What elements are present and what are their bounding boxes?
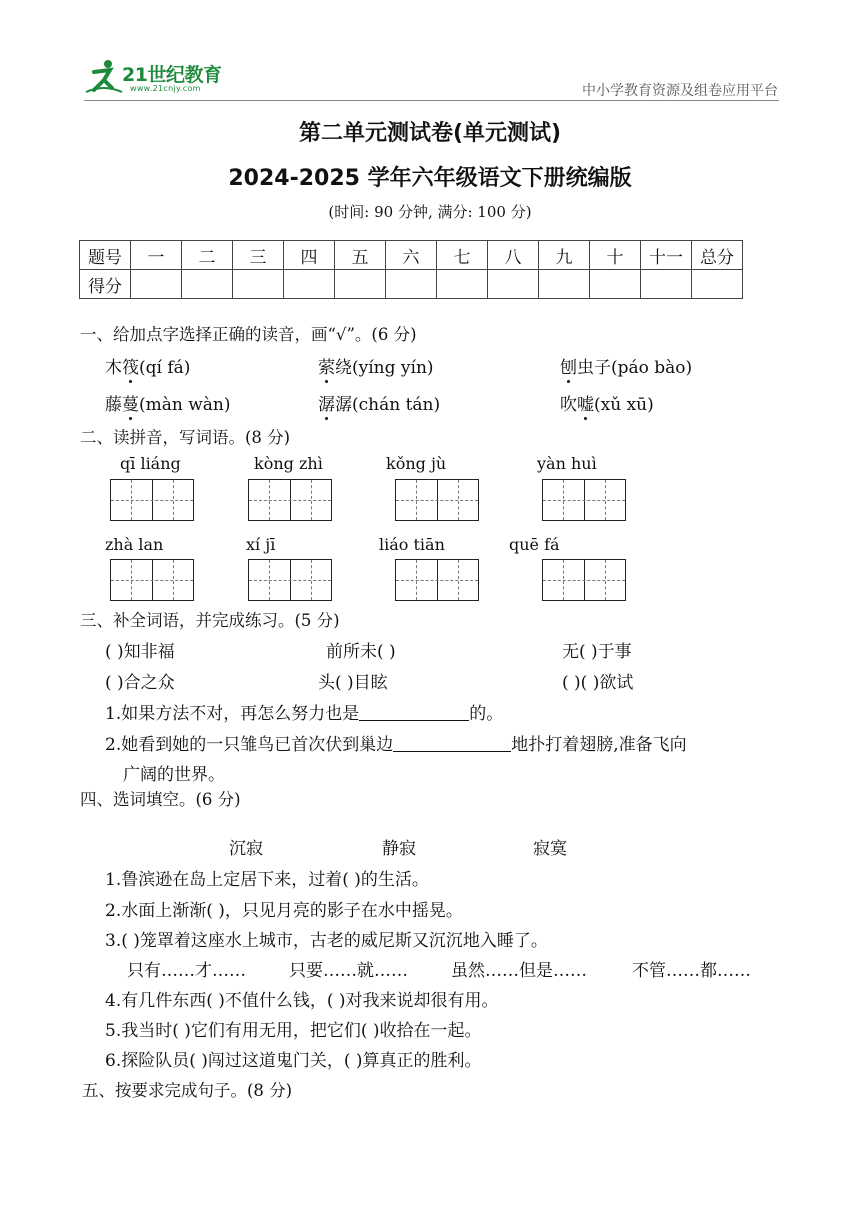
- logo-text: 21世纪教育: [122, 64, 222, 86]
- question: [105, 730, 687, 755]
- score-input-cell[interactable]: [131, 270, 182, 299]
- score-input-cell[interactable]: [182, 270, 233, 299]
- score-input-cell[interactable]: [539, 270, 590, 299]
- word-option: 寂寞: [533, 839, 567, 859]
- table-cell: 十一: [641, 241, 692, 270]
- reading-item: [105, 390, 231, 415]
- pinyin-label: quē fá: [509, 535, 560, 554]
- question[interactable]: 2.水面上渐渐( )，只见月亮的影子在水中摇晃。: [105, 901, 463, 921]
- word-option: 沉寂: [229, 839, 263, 859]
- question-text: 2.她看到她的一只雏鸟已首次伏到巢边: [105, 735, 394, 755]
- table-cell: 十: [590, 241, 641, 270]
- score-input-cell[interactable]: [335, 270, 386, 299]
- table-cell: 八: [488, 241, 539, 270]
- table-cell: 七: [437, 241, 488, 270]
- item-pinyin[interactable]: (qí fá): [139, 358, 191, 378]
- table-cell: 总分: [692, 241, 743, 270]
- score-input-cell[interactable]: [233, 270, 284, 299]
- platform-name: 中小学教育资源及组卷应用平台: [582, 83, 778, 99]
- section-1-heading: 一、给加点字选择正确的读音，画“√”。(6 分): [80, 325, 417, 344]
- writing-grid[interactable]: [395, 559, 479, 601]
- question[interactable]: 5.我当时( )它们有用无用，把它们( )收拾在一起。: [105, 1021, 482, 1041]
- item-text: 木: [105, 358, 122, 378]
- question-text: 地扑打着翅膀,准备飞向: [511, 735, 687, 755]
- writing-grid[interactable]: [542, 479, 626, 521]
- reading-item: [105, 353, 190, 378]
- idiom-blank[interactable]: ( )合之众: [105, 673, 175, 693]
- question: [105, 699, 503, 724]
- score-input-cell[interactable]: [437, 270, 488, 299]
- section-5-heading: 五、按要求完成句子。(8 分): [82, 1081, 293, 1100]
- idiom-blank[interactable]: ( )( )欲试: [562, 673, 634, 693]
- reading-item: [560, 390, 654, 415]
- page-subtitle: 2024-2025 学年六年级语文下册统编版: [228, 166, 632, 191]
- table-cell: 得分: [80, 270, 131, 299]
- dotted-char: 嘘: [577, 390, 594, 415]
- section-2-heading: 二、读拼音，写词语。(8 分): [80, 428, 291, 447]
- dotted-char: 筏: [122, 353, 139, 378]
- score-input-cell[interactable]: [590, 270, 641, 299]
- answer-line[interactable]: [393, 735, 511, 752]
- table-cell: 四: [284, 241, 335, 270]
- section-4-heading: 四、选词填空。(6 分): [80, 790, 241, 809]
- runner-logo-icon: [84, 58, 124, 96]
- conjunction-option: 虽然……但是……: [451, 961, 587, 981]
- writing-grid[interactable]: [248, 479, 332, 521]
- item-text: 藤: [105, 395, 122, 415]
- item-pinyin[interactable]: 虫子(páo bào): [577, 358, 693, 378]
- idiom-blank[interactable]: ( )知非福: [105, 642, 175, 662]
- logo-url: www.21cnjy.com: [130, 84, 201, 93]
- pinyin-label: xí jī: [246, 535, 276, 554]
- table-cell: 五: [335, 241, 386, 270]
- score-input-cell[interactable]: [488, 270, 539, 299]
- pinyin-label: qī liáng: [120, 454, 181, 473]
- pinyin-label: yàn huì: [537, 454, 597, 473]
- writing-grid[interactable]: [110, 559, 194, 601]
- score-table: [79, 240, 743, 299]
- question-continuation: 广阔的世界。: [123, 765, 225, 785]
- item-pinyin[interactable]: (xǔ xū): [594, 395, 654, 415]
- dotted-char: 蔓: [122, 390, 139, 415]
- conjunction-option: 只有……才……: [127, 961, 246, 981]
- reading-item: [318, 353, 434, 378]
- dotted-char: 萦: [318, 353, 335, 378]
- item-text: 吹: [560, 395, 577, 415]
- header-divider: [84, 100, 779, 101]
- table-row: [80, 241, 743, 270]
- word-option: 静寂: [382, 839, 416, 859]
- dotted-char: 潺: [318, 390, 335, 415]
- pinyin-label: kǒng jù: [386, 454, 447, 473]
- exam-info: (时间: 90 分钟, 满分: 100 分): [328, 203, 532, 221]
- table-cell: 二: [182, 241, 233, 270]
- reading-item: [318, 390, 440, 415]
- pinyin-label: zhà lan: [105, 535, 164, 554]
- conjunction-option: 不管……都……: [632, 961, 751, 981]
- pinyin-label: kòng zhì: [254, 454, 323, 473]
- item-pinyin[interactable]: 绕(yíng yín): [335, 358, 434, 378]
- writing-grid[interactable]: [542, 559, 626, 601]
- page-title: 第二单元测试卷(单元测试): [298, 121, 562, 146]
- reading-item: [560, 353, 692, 378]
- writing-grid[interactable]: [395, 479, 479, 521]
- score-input-cell[interactable]: [692, 270, 743, 299]
- table-cell: 九: [539, 241, 590, 270]
- pinyin-label: liáo tiān: [379, 535, 445, 554]
- score-input-cell[interactable]: [284, 270, 335, 299]
- table-cell: 三: [233, 241, 284, 270]
- question[interactable]: 6.探险队员( )闯过这道鬼门关，( )算真正的胜利。: [105, 1051, 482, 1071]
- idiom-blank[interactable]: 无( )于事: [562, 642, 632, 662]
- question[interactable]: 1.鲁滨逊在岛上定居下来，过着( )的生活。: [105, 870, 429, 890]
- brand-logo: [84, 58, 244, 98]
- writing-grid[interactable]: [110, 479, 194, 521]
- table-row: [80, 270, 743, 299]
- dotted-char: 刨: [560, 353, 577, 378]
- writing-grid[interactable]: [248, 559, 332, 601]
- table-cell: 一: [131, 241, 182, 270]
- table-cell: 六: [386, 241, 437, 270]
- question[interactable]: 4.有几件东西( )不值什么钱，( )对我来说却很有用。: [105, 991, 499, 1011]
- idiom-blank[interactable]: 前所未( ): [326, 642, 396, 662]
- idiom-blank[interactable]: 头( )目眩: [318, 673, 388, 693]
- score-input-cell[interactable]: [386, 270, 437, 299]
- question[interactable]: 3.( )笼罩着这座水上城市，古老的威尼斯又沉沉地入睡了。: [105, 931, 548, 951]
- question-text: 的。: [469, 704, 504, 724]
- answer-line[interactable]: [359, 704, 469, 721]
- item-pinyin[interactable]: (màn wàn): [139, 395, 231, 415]
- question-text: 1.如果方法不对，再怎么努力也是: [105, 704, 360, 724]
- conjunction-option: 只要……就……: [289, 961, 408, 981]
- score-input-cell[interactable]: [641, 270, 692, 299]
- table-cell: 题号: [80, 241, 131, 270]
- section-3-heading: 三、补全词语，并完成练习。(5 分): [80, 611, 340, 630]
- item-pinyin[interactable]: 潺(chán tán): [335, 395, 441, 415]
